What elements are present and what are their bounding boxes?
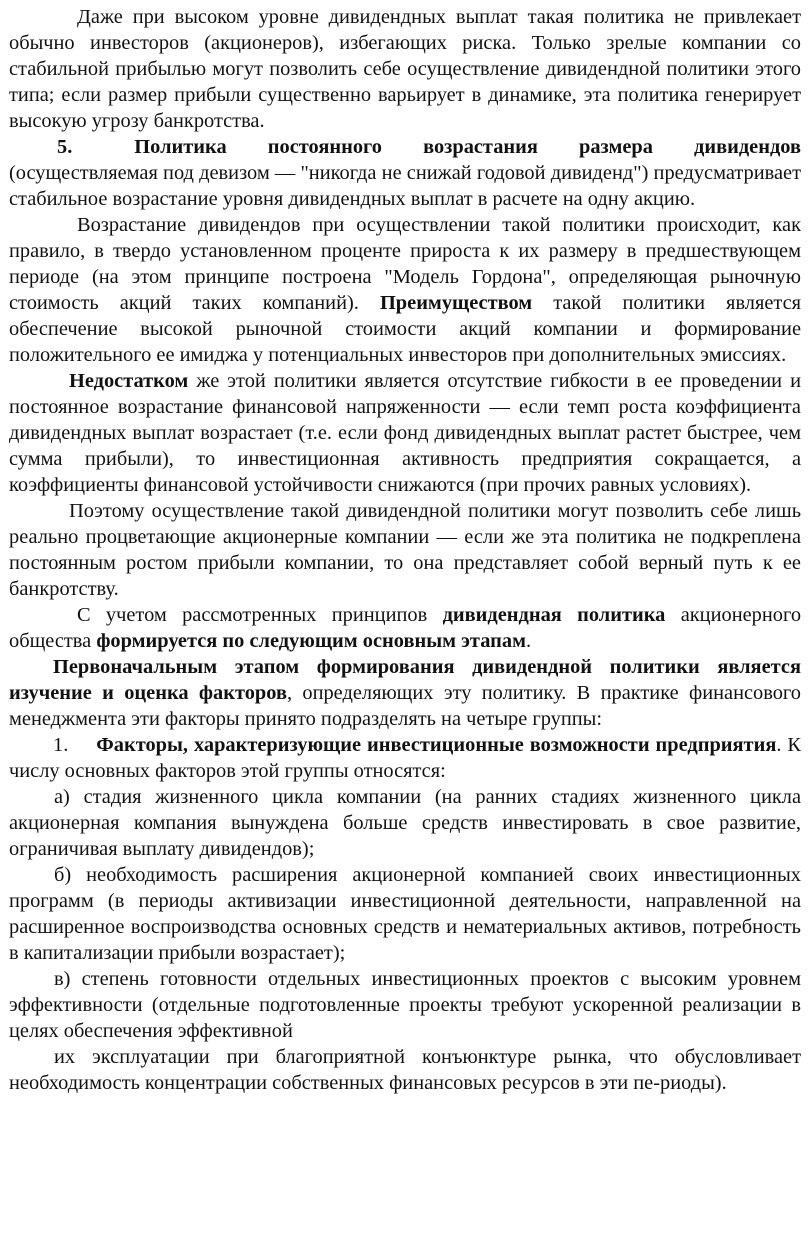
paragraph-conclusion: Поэтому осуществление такой дивидендной политики могут позволить себе лишь реально процветающие акционерные компании — если же эта политика не подкреплена постоянным ростом прибыли компании, то она представляет собой верный путь к ее банкротству. (9, 500, 801, 600)
stages-intro: С учетом рассмотренных принципов (77, 604, 443, 626)
factor-group-text: . К числу основных факторов этой группы относятся: (9, 734, 802, 782)
paragraph-risk: Даже при высоком уровне дивидендных выплат такая политика не привлекает обычно инвесторов (акционеров), избегающих риска. Только зрелые компании со стабильной прибылью могут позволить себе осуществление дивидендной политики этого типа; если размер прибыли существенно варьирует в динамике, эта политика генерирует высокую угрозу банкротства. (9, 6, 801, 132)
dividend-policy-term: дивидендная политика (442, 604, 666, 626)
factor-number: 1. (53, 734, 75, 756)
paragraph-drawback (9, 368, 801, 498)
stages-mid: акционерного общества (9, 604, 802, 652)
paragraph-growth (9, 212, 801, 368)
policy-title: Политика постоянного возрастания размера дивидендов (134, 136, 801, 158)
paragraph-factor-group-1 (9, 732, 801, 784)
list-item-b: б) необходимость расширения акционерной компанией своих инвестиционных программ (в периоды активизации инвестиционной деятельности, направленной на расширенное воспроизводства основных средств и нематериальных активов, потребность в капитализации прибыли возрастает); (9, 864, 801, 964)
first-stage-text: , определяющих эту политику. В практике финансового менеджмента эти факторы принято подразделять на четыре группы: (9, 682, 801, 730)
stages-end: . (525, 630, 532, 652)
growth-text: Возрастание дивидендов при осуществлении такой политики происходит, как правило, в твердо установленном проценте прироста к их размеру в предшествующем периоде (на этом принципе построена "Модель Гордона", определяющая рыночную стоимость акций таких компаний). (9, 214, 801, 314)
paragraph-first-stage (9, 654, 801, 732)
first-stage-term: Первоначальным этапом формирования дивидендной политики является изучение и оценка факторов (9, 656, 801, 704)
drawback-term: Недостатком (69, 370, 189, 392)
drawback-text: же этой политики является отсутствие гибкости в ее проведении и постоянное возрастание финансовой напряженности — если темп роста коэффициента дивидендных выплат возрастает (т.е. если фонд дивидендных выплат растет быстрее, чем сумма прибыли), то инвестиционная активность предприятия сокращается, а коэффициенты финансовой устойчивости снижаются (при прочих равных условиях). (9, 370, 801, 496)
list-item-c-continued: их эксплуатации при благоприятной конъюнктуре рынка, что обусловливает необходимость концентрации собственных финансовых ресурсов в эти пе-риоды). (9, 1046, 801, 1094)
stages-term: формируется по следующим основным этапам (96, 630, 526, 652)
policy-description: (осуществляемая под девизом — "никогда не снижай годовой дивиденд") предусматривает стабильное возрастание уровня дивидендных выплат в расчете на одну акцию. (9, 162, 801, 210)
advantage-term: Преимуществом (379, 292, 533, 314)
policy-number: 5. (57, 136, 73, 158)
paragraph-stages (9, 602, 801, 654)
paragraph-policy-5 (9, 134, 801, 212)
factor-group-title: Факторы, характеризующие инвестиционные возможности предприятия (96, 734, 777, 756)
list-item-c: в) степень готовности отдельных инвестиционных проектов с высоким уровнем эффективности (отдельные подготовленные проекты требуют ускоренной реализации в целях обеспечения эффективной (9, 968, 801, 1042)
list-item-a: а) стадия жизненного цикла компании (на ранних стадиях жизненного цикла акционерная компания вынуждена больше средств инвестировать в свое развитие, ограничивая выплату дивидендов); (9, 786, 801, 860)
advantage-text: такой политики является обеспечение высокой рыночной стоимости акций компании и формирование положительного ее имиджа у потенциальных инвесторов при дополнительных эмиссиях. (9, 292, 801, 366)
